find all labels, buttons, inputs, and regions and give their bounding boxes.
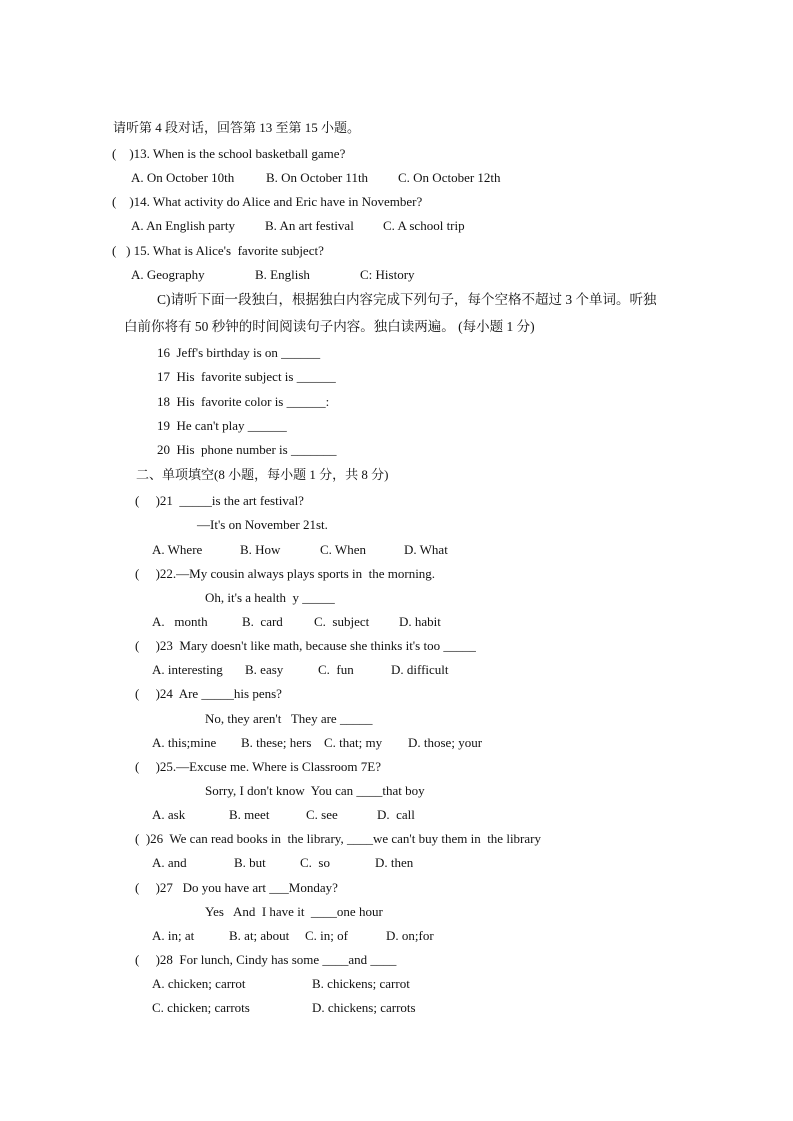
q15-option-b: B. English: [255, 267, 310, 282]
q22-option-a: A. month: [152, 614, 208, 629]
q27-option-c: C. in; of: [305, 928, 348, 943]
q22-option-c: C. subject: [314, 614, 370, 629]
question-23-stem: ( )23 Mary doesn't like math, because she thinks it's too _____: [135, 638, 476, 653]
q27-option-a: A. in; at: [152, 928, 195, 943]
question-25-stem: ( )25.—Excuse me. Where is Classroom 7E?: [135, 759, 381, 774]
q14-option-c: C. A school trip: [383, 218, 465, 233]
question-15-stem: ( ) 15. What is Alice's favorite subject?: [112, 243, 324, 258]
q22-option-b: B. card: [242, 614, 283, 629]
q15-option-a: A. Geography: [131, 267, 205, 282]
q28-option-c: C. chicken; carrots: [152, 1000, 250, 1015]
q27-option-b: B. at; about: [229, 928, 290, 943]
q13-option-b: B. On October 11th: [266, 170, 369, 185]
question-25-reply: Sorry, I don't know You can ____that boy: [205, 783, 425, 798]
section-c-instruction-line2: 白前你将有 50 秒钟的时间阅读句子内容。独白读两遍。 (每小题 1 分): [124, 319, 535, 334]
q24-option-c: C. that; my: [324, 735, 383, 750]
q28-option-d: D. chickens; carrots: [312, 1000, 416, 1015]
question-21-stem: ( )21 _____is the art festival?: [135, 493, 304, 508]
q24-option-d: D. those; your: [408, 735, 483, 750]
q23-option-d: D. difficult: [391, 662, 449, 677]
q23-option-a: A. interesting: [152, 662, 223, 677]
q24-option-a: A. this;mine: [152, 735, 217, 750]
q25-option-a: A. ask: [152, 807, 186, 822]
question-22-reply: Oh, it's a health y _____: [205, 590, 335, 605]
q15-option-c: C: History: [360, 267, 415, 282]
listening-instruction: 请听第 4 段对话，回答第 13 至第 15 小题。: [113, 120, 361, 135]
q25-option-b: B. meet: [229, 807, 270, 822]
q21-option-d: D. What: [404, 542, 448, 557]
question-14-stem: ( )14. What activity do Alice and Eric have in November?: [112, 194, 423, 209]
q21-option-a: A. Where: [152, 542, 203, 557]
q14-option-a: A. An English party: [131, 218, 235, 233]
question-21-reply: —It's on November 21st.: [197, 517, 328, 532]
part2-heading: 二、单项填空(8 小题，每小题 1 分，共 8 分): [136, 467, 389, 482]
q26-option-c: C. so: [300, 855, 330, 870]
item-19: 19 He can't play ______: [157, 418, 287, 433]
question-24-reply: No, they aren't They are _____: [205, 711, 373, 726]
q23-option-b: B. easy: [245, 662, 284, 677]
q28-option-a: A. chicken; carrot: [152, 976, 246, 991]
q22-option-d: D. habit: [399, 614, 441, 629]
q25-option-c: C. see: [306, 807, 338, 822]
question-13-stem: ( )13. When is the school basketball game?: [112, 146, 346, 161]
item-16: 16 Jeff's birthday is on ______: [157, 345, 321, 360]
q13-option-c: C. On October 12th: [398, 170, 501, 185]
q26-option-b: B. but: [234, 855, 266, 870]
q26-option-d: D. then: [375, 855, 414, 870]
question-27-reply: Yes And I have it ____one hour: [205, 904, 383, 919]
q21-option-b: B. How: [240, 542, 281, 557]
q21-option-c: C. When: [320, 542, 366, 557]
q28-option-b: B. chickens; carrot: [312, 976, 410, 991]
q24-option-b: B. these; hers: [241, 735, 312, 750]
q27-option-d: D. on;for: [386, 928, 434, 943]
item-17: 17 His favorite subject is ______: [157, 369, 336, 384]
question-22-stem: ( )22.—My cousin always plays sports in the morning.: [135, 566, 436, 581]
q13-option-a: A. On October 10th: [131, 170, 235, 185]
q26-option-a: A. and: [152, 855, 187, 870]
question-28-stem: ( )28 For lunch, Cindy has some ____and ____: [135, 952, 397, 967]
item-20: 20 His phone number is _______: [157, 442, 337, 457]
question-24-stem: ( )24 Are _____his pens?: [135, 686, 282, 701]
question-26-stem: ( )26 We can read books in the library, ____we can't buy them in the library: [135, 831, 541, 846]
q14-option-b: B. An art festival: [265, 218, 354, 233]
question-27-stem: ( )27 Do you have art ___Monday?: [135, 880, 338, 895]
section-c-instruction-line1: C)请听下面一段独白，根据独白内容完成下列句子，每个空格不超过 3 个单词。听独: [157, 292, 657, 307]
q23-option-c: C. fun: [318, 662, 354, 677]
q25-option-d: D. call: [377, 807, 415, 822]
item-18: 18 His favorite color is ______:: [157, 394, 330, 409]
